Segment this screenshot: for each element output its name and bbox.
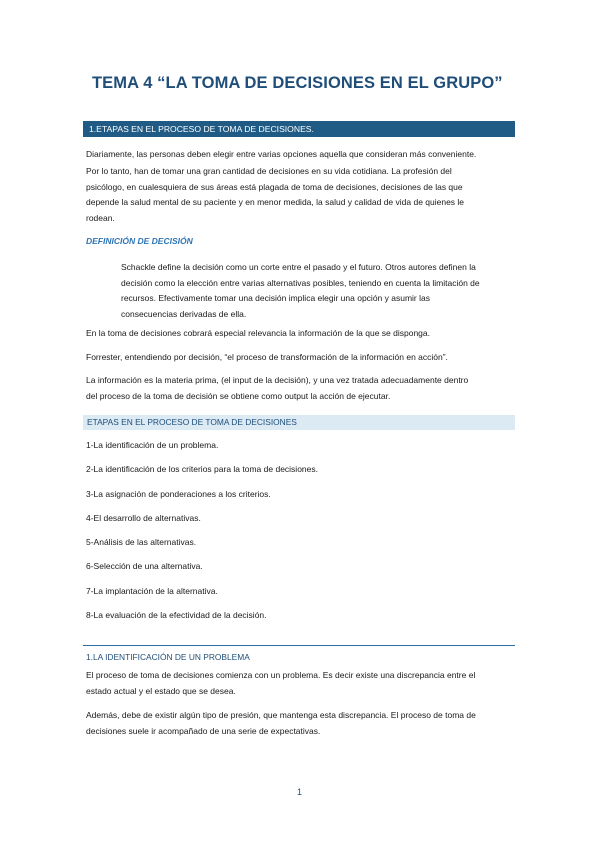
text-line: del proceso de la toma de decisión se obtiene como output la acción de ejecutar. bbox=[86, 390, 391, 401]
text-line: rodean. bbox=[86, 212, 115, 223]
stage-item: 5-Análisis de las alternativas. bbox=[86, 537, 197, 547]
text-line: depende la salud mental de su paciente y en menor medida, la salud y calidad de vida de quienes le bbox=[86, 197, 465, 207]
stage-item: 3-La asignación de ponderaciones a los criterios. bbox=[86, 489, 271, 499]
stage-item: 7-La implantación de la alternativa. bbox=[86, 586, 218, 596]
text-line: Schackle define la decisión como un corte entre el pasado y el futuro. Otros autores definen la bbox=[121, 262, 476, 272]
stage-item: 4-El desarrollo de alternativas. bbox=[86, 513, 201, 523]
text-line: estado actual y el estado que se desea. bbox=[86, 685, 236, 696]
text-line: El proceso de toma de decisiones comienza con un problema. Es decir existe una discrepancia entre el bbox=[86, 670, 476, 680]
paragraph-input-output bbox=[86, 373, 511, 404]
paragraph-psychologist bbox=[86, 164, 511, 226]
paragraph-forrester: Forrester, entendiendo por decisión, “el proceso de transformación de la información en acción”. bbox=[86, 352, 448, 362]
text-line: recursos. Efectivamente tomar una decisión implica elegir una opción y asumir las bbox=[121, 293, 430, 303]
paragraph-pressure bbox=[86, 708, 511, 739]
text-line: decisiones suele ir acompañado de una serie de expectativas. bbox=[86, 725, 321, 736]
paragraph-information: En la toma de decisiones cobrará especial relevancia la información de la que se disponga. bbox=[86, 328, 430, 338]
paragraph-intro: Diariamente, las personas deben elegir entre varias opciones aquella que consideran más conveniente. bbox=[86, 149, 477, 159]
stage-item: 8-La evaluación de la efectividad de la decisión. bbox=[86, 610, 267, 620]
definition-heading: DEFINICIÓN DE DECISIÓN bbox=[86, 236, 193, 246]
section-divider bbox=[83, 645, 515, 646]
stage-item: 1-La identificación de un problema. bbox=[86, 440, 219, 450]
document-title: TEMA 4 “LA TOMA DE DECISIONES EN EL GRUPO” bbox=[92, 74, 503, 92]
text-line: La información es la materia prima, (el input de la decisión), y una vez tratada adecuadamente dentro bbox=[86, 375, 469, 385]
section-header-problem: 1.LA IDENTIFICACIÓN DE UN PROBLEMA bbox=[86, 652, 250, 662]
definition-quote bbox=[121, 260, 513, 322]
text-line: consecuencias derivadas de ella. bbox=[121, 308, 247, 319]
text-line: psicólogo, en cualesquiera de sus áreas está plagada de toma de decisiones, decisiones de las que bbox=[86, 181, 463, 192]
stages-header: ETAPAS EN EL PROCESO DE TOMA DE DECISIONES bbox=[83, 415, 515, 430]
text-line: decisión como la elección entre varias alternativas posibles, teniendo en cuenta la limitación de bbox=[121, 277, 480, 288]
stage-item: 2-La identificación de los criterios para la toma de decisiones. bbox=[86, 464, 318, 474]
stage-item: 6-Selección de una alternativa. bbox=[86, 561, 203, 571]
paragraph-problem bbox=[86, 668, 511, 699]
text-line: Por lo tanto, han de tomar una gran cantidad de decisiones en su vida cotidiana. La profesión del bbox=[86, 166, 452, 176]
page-number: 1 bbox=[296, 787, 302, 797]
text-line: Además, debe de existir algún tipo de presión, que mantenga esta discrepancia. El proceso de toma de bbox=[86, 710, 476, 720]
section-header-stages: 1.ETAPAS EN EL PROCESO DE TOMA DE DECISIONES. bbox=[83, 121, 515, 137]
